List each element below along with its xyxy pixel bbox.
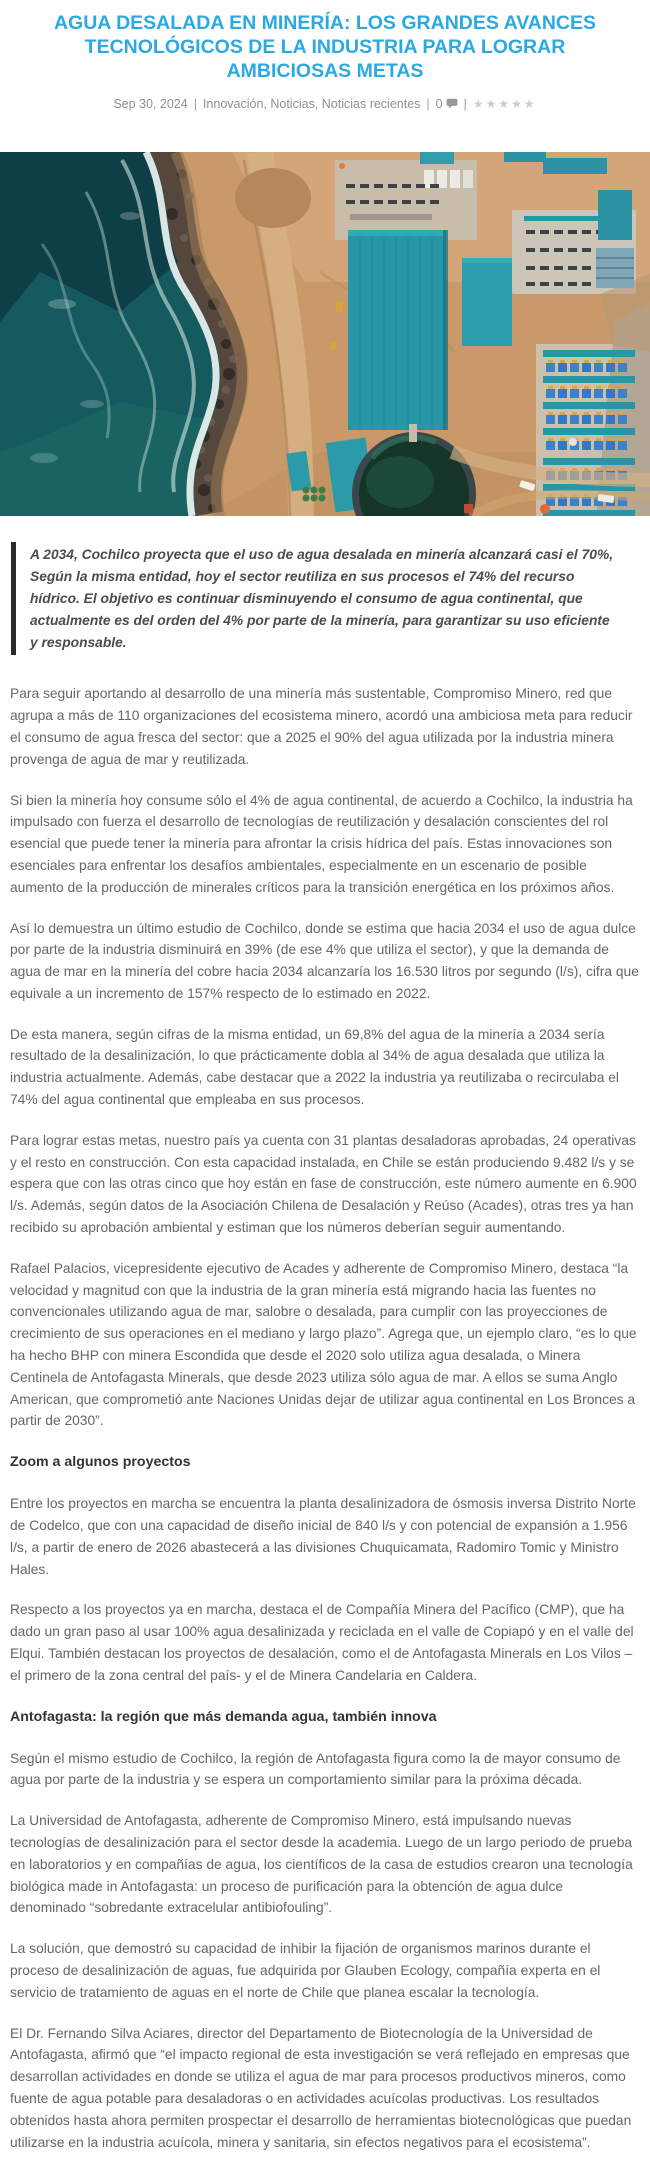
comments-link[interactable] — [436, 97, 458, 111]
article-body — [0, 542, 650, 2178]
aerial-photo-desalination-plant-coastline — [0, 152, 650, 516]
lead-quote-text: A 2034, Cochilco proyecta que el uso de agua desalada en minería alcanzará casi el 70%, Según la misma entidad, hoy el sector reutiliza en sus procesos el 74% del recurso hídrico. El objetivo es continuar disminuyendo el consumo de agua continental, que actualmente es del orden del 4% por parte de la minería, para garantizar su uso eficiente y responsable. — [30, 547, 614, 650]
section-heading-antofagasta: Antofagasta: la región que más demanda agua, también innova — [10, 1708, 437, 1725]
paragraph: Entre los proyectos en marcha se encuentra la planta desalinizadora de ósmosis inversa Distrito Norte de Codelco, que con una capacidad de diseño inicial de 840 l/s y con potencial de expansión a 1.956 l/s, a partir de enero de 2026 abastecerá a las divisiones Chuquicamata, Radomiro Tomic y Ministro Hales. — [10, 1496, 636, 1577]
paragraph: Si bien la minería hoy consume sólo el 4% de agua continental, de acuerdo a Cochilco, la industria ha impulsado con fuerza el desarrollo de tecnologías de reutilización y desalación conscientes del rol esencial que puede tener la minería para afrontar la crisis hídrica del país. Estas innovaciones son esenciales para enfrentar los desafíos ambientales, especialmente en un escenario de posible aumento de la producción de minerales críticos para la transición energética en los próximos años. — [10, 792, 633, 895]
post-meta — [0, 96, 650, 114]
speech-bubble-icon — [446, 97, 458, 114]
comments-count: 0 — [435, 97, 443, 112]
meta-separator: | — [193, 97, 197, 112]
paragraph: De esta manera, según cifras de la misma entidad, un 69,8% del agua de la minería a 2034 sería resultado de la desalinización, lo que prácticamente dobla al 34% de agua desalada que utiliza la industria actualmente. Además, cabe destacar que a 2022 la industria ya reutilizaba o recirculaba el 74% del agua continental que empleaba en sus procesos. — [10, 1026, 619, 1108]
lead-quote — [11, 542, 640, 655]
section-heading-projects: Zoom a algunos proyectos — [10, 1454, 191, 1471]
paragraph: El Dr. Fernando Silva Aciares, director del Departamento de Biotecnología de la Universidad de Antofagasta, afirmó que “el impacto regional de esta investigación se verá reflejado en empresas que desarrollan actividades en donde se utiliza el agua de mar para procesos productivos mineros, como fuente de agua potable para desaladoras o en actividades acuícolas productivas. Los resultados obtenidos hasta ahora permiten prospectar el desarrollo de herramientas biotecnológicas que puedan utilizarse en la industria acuícola, minera y sanitaria, sin efectos negativos para el ecosistema”. — [10, 2025, 632, 2150]
meta-separator: | — [426, 97, 430, 112]
category-links[interactable]: Innovación, Noticias, Noticias recientes — [202, 97, 421, 112]
paragraph: La solución, que demostró su capacidad de inhibir la fijación de organismos marinos durante el proceso de desalinización de aguas, fue adquirida por Glauben Ecology, compañía experta en el servicio de tratamiento de aguas en el norte de Chile que planea escalar la tecnología. — [10, 1941, 601, 2000]
post-title: AGUA DESALADA EN MINERÍA: LOS GRANDES AVANCES TECNOLÓGICOS DE LA INDUSTRIA PARA LOGRAR AMBICIOSAS METAS — [53, 12, 597, 82]
paragraph: La Universidad de Antofagasta, adherente de Compromiso Minero, está impulsando nuevas tecnologías de desalinización para el sector desde la academia. Luego de un largo periodo de prueba en laboratorios y en compañías de agua, los científicos de la casa de estudios crearon una tecnología biológica made in Antofagasta: un proceso de purificación para la obtención de agua dulce denominado “sobredante extracelular antibiofouling”. — [10, 1813, 633, 1916]
paragraph: Según el mismo estudio de Cochilco, la región de Antofagasta figura como la de mayor consumo de agua por parte de la industria y se espera un comportamiento similar para la próxima década. — [10, 1750, 621, 1788]
paragraph: Para seguir aportando al desarrollo de una minería más sustentable, Compromiso Minero, red que agrupa a más de 110 organizaciones del ecosistema minero, acordó una ambiciosa meta para reducir el consumo de agua fresca del sector: que a 2025 el 90% del agua utilizada por la industria minera provenga de agua de mar y reutilizada. — [10, 686, 633, 767]
paragraph: Así lo demuestra un último estudio de Cochilco, donde se estima que hacia 2034 el uso de agua dulce por parte de la industria disminuirá en 39% (de ese 4% que utiliza el sector), y que la demanda de agua de mar en la minería del cobre hacia 2034 alcanzaría los 16.530 litros por segundo (l/s), cifra que equivale a un incremento de 157% respecto de lo estimado en 2022. — [10, 920, 639, 1001]
paragraph: Rafael Palacios, vicepresidente ejecutivo de Acades y adherente de Compromiso Minero, destaca “la velocidad y magnitud con que la industria de la gran minería está migrando hacia las fuentes no convencionales utilizando agua de mar, salobre o desalada, para cumplir con las proyecciones de crecimiento de sus operaciones en el mediano y largo plazo”. Agrega que, un ejemplo claro, “es lo que ha hecho BHP con minera Escondida que desde el 2020 solo utiliza agua desalada, o Minera Centinela de Antofagasta Minerals, que desde 2023 utiliza sólo agua de mar. A ellos se suma Anglo American, que comprometió ante Naciones Unidas dejar de utilizar agua continental en Los Bronces a partir de 2030”. — [10, 1260, 637, 1429]
paragraph: Para lograr estas metas, nuestro país ya cuenta con 31 plantas desaladoras aprobadas, 24 operativas y el resto en construcción. Con esta capacidad instalada, en Chile se están produciendo 9.482 l/s y se espera que con las otras cinco que hoy están en fase de construcción, este número aumente en 6.900 l/s. Además, según datos de la Asociación Chilena de Desalación y Reúso (Acades), otras tres ya han recibido su aprobación ambiental y estiman que los números deberían seguir aumentando. — [10, 1132, 637, 1236]
hero-image — [0, 152, 650, 516]
post-header — [0, 0, 650, 114]
rating-stars: ★★★★★ — [472, 97, 537, 112]
meta-separator: | — [463, 97, 467, 112]
paragraph: Respecto a los proyectos ya en marcha, destaca el de Compañía Minera del Pacífico (CMP), que ha dado un gran paso al usar 100% agua desalinizada y reciclada en el valle de Copiapó y en el valle del Elqui. También destacan los proyectos de desalación, como el de Antofagasta Minerals en Los Vilos – el primero de la zona central del país- y el de Minera Candelaria en Caldera. — [10, 1602, 634, 1683]
post-date: Sep 30, 2024 — [113, 97, 188, 112]
